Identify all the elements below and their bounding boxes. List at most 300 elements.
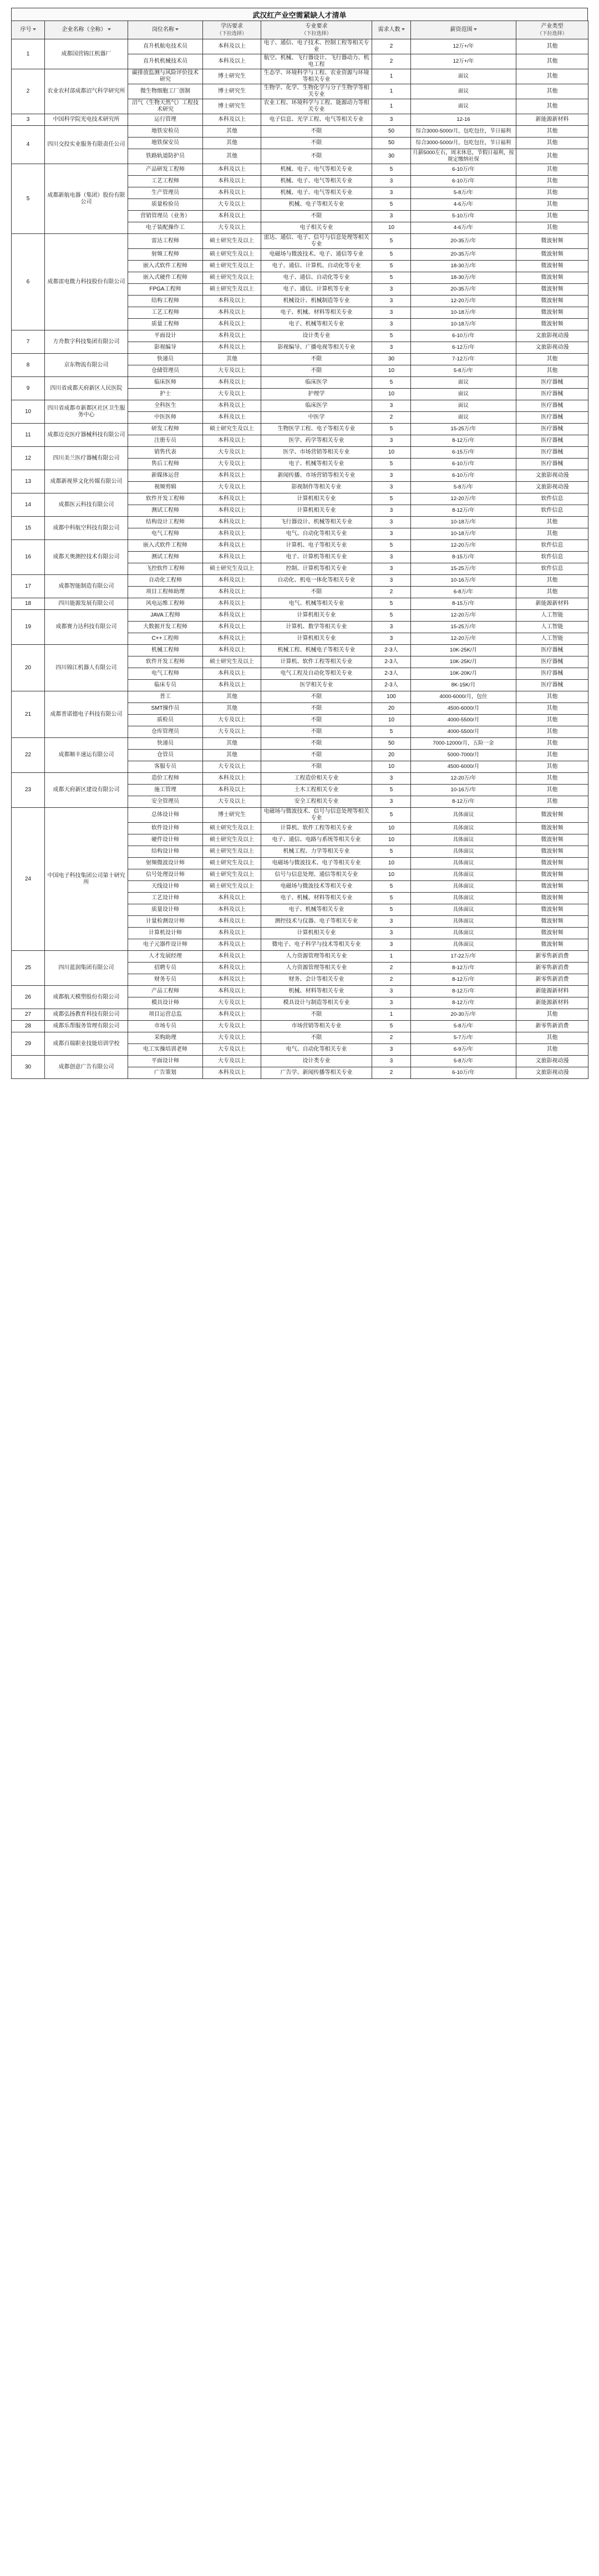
cell-position: 电子元器件设计师: [128, 939, 203, 951]
cell-count: 5: [372, 234, 411, 249]
cell-salary: 18-30万/年: [411, 261, 516, 272]
cell-count: 3: [372, 563, 411, 575]
cell-count: 5: [372, 846, 411, 858]
cell-salary: 具体面议: [411, 893, 516, 904]
cell-industry: 新零售新消费: [516, 974, 588, 986]
cell-seq: 28: [12, 1021, 45, 1032]
cell-industry: 医疗器械: [516, 645, 588, 656]
cell-count: 3: [372, 622, 411, 633]
cell-education: 其他: [203, 691, 261, 703]
cell-count: 5: [372, 272, 411, 284]
cell-education: 本科及以上: [203, 951, 261, 963]
cell-count: 3: [372, 505, 411, 517]
cell-education: 本科及以上: [203, 610, 261, 622]
cell-major: 医学、市场营销等相关专业: [261, 447, 372, 459]
cell-salary: 5-8万/年: [411, 1056, 516, 1067]
cell-position: 测试工程师: [128, 552, 203, 563]
cell-position: 电子装配操作工: [128, 222, 203, 234]
cell-education: 本科及以上: [203, 330, 261, 342]
cell-industry: 微波射频: [516, 272, 588, 284]
cell-education: 本科及以上: [203, 668, 261, 680]
cell-salary: 综合3000-5000/月，包吃包住，节日福利: [411, 126, 516, 138]
cell-count: 5: [372, 726, 411, 738]
header-count[interactable]: 需求人数: [372, 21, 411, 39]
cell-industry: 文旅影视动漫: [516, 342, 588, 354]
cell-salary: 8-12万/年: [411, 435, 516, 447]
cell-count: 2: [372, 39, 411, 54]
cell-position: 招聘专员: [128, 963, 203, 974]
cell-salary: 5000-7000/月: [411, 750, 516, 761]
cell-position: 产品研发工程师: [128, 164, 203, 176]
cell-count: 5: [372, 199, 411, 211]
table-row: [12, 598, 588, 610]
cell-major: 生态学、环境科学与工程、农业资源与环境等相关专业: [261, 69, 372, 84]
cell-salary: 具体面议: [411, 916, 516, 928]
filter-arrow-icon[interactable]: [33, 28, 36, 30]
cell-major: 不限: [261, 149, 372, 164]
cell-salary: 具体面议: [411, 858, 516, 869]
cell-position: 新媒体运营: [128, 470, 203, 482]
cell-position: 电工实操培训老师: [128, 1044, 203, 1056]
cell-industry: 文旅影视动漫: [516, 482, 588, 493]
cell-industry: 其他: [516, 99, 588, 114]
cell-company: 成都中科航空科技有限公司: [45, 517, 128, 540]
cell-salary: 具体面议: [411, 869, 516, 881]
cell-company: 方舟数字科技集团有限公司: [45, 330, 128, 354]
cell-seq: 9: [12, 377, 45, 400]
cell-position: 地铁安检员: [128, 126, 203, 138]
cell-major: 电气、自动化等相关专业: [261, 528, 372, 540]
cell-major: 不限: [261, 354, 372, 365]
cell-education: 本科及以上: [203, 470, 261, 482]
cell-industry: 人工智能: [516, 633, 588, 645]
cell-education: 本科及以上: [203, 505, 261, 517]
cell-seq: 12: [12, 447, 45, 470]
cell-industry: 新零售新消费: [516, 963, 588, 974]
cell-education: 本科及以上: [203, 916, 261, 928]
table-row: [12, 424, 588, 435]
cell-education: 本科及以上: [203, 176, 261, 187]
table-header: [12, 21, 588, 39]
cell-education: 大专及以上: [203, 1056, 261, 1067]
cell-major: 电气工程及自动化等相关专业: [261, 668, 372, 680]
table-row: [12, 951, 588, 963]
cell-industry: 微波射频: [516, 869, 588, 881]
cell-industry: 医疗器械: [516, 459, 588, 470]
cell-major: 电磁场与微波技术、电子等相关专业: [261, 858, 372, 869]
cell-industry: 其他: [516, 39, 588, 54]
cell-industry: 文旅影视动漫: [516, 1067, 588, 1079]
cell-count: 3: [372, 916, 411, 928]
cell-count: 3: [372, 187, 411, 199]
header-education[interactable]: 学历要求 （下拉选择）: [203, 21, 261, 39]
cell-industry: 其他: [516, 785, 588, 796]
cell-count: 3: [372, 176, 411, 187]
cell-count: 3: [372, 211, 411, 222]
cell-position: C++工程师: [128, 633, 203, 645]
cell-position: 广告策划: [128, 1067, 203, 1079]
filter-arrow-icon[interactable]: [175, 28, 179, 30]
cell-company: 成都弘扬教育科技有限公司: [45, 1009, 128, 1021]
cell-industry: 医疗器械: [516, 656, 588, 668]
cell-seq: 2: [12, 69, 45, 114]
cell-count: 3: [372, 400, 411, 412]
cell-position: 销售代表: [128, 447, 203, 459]
cell-industry: 微波射频: [516, 893, 588, 904]
cell-position: 嵌入式硬件工程师: [128, 272, 203, 284]
cell-position: 质量检验员: [128, 199, 203, 211]
cell-seq: 8: [12, 354, 45, 377]
cell-company: 成都新航电器（集团）股份有限公司: [45, 164, 128, 234]
cell-position: 视频剪辑: [128, 482, 203, 493]
cell-education: 本科及以上: [203, 493, 261, 505]
filter-arrow-icon[interactable]: [474, 28, 477, 30]
cell-industry: 其他: [516, 222, 588, 234]
cell-salary: 面议: [411, 377, 516, 389]
cell-seq: 26: [12, 986, 45, 1009]
cell-major: 不限: [261, 726, 372, 738]
cell-major: 人力资源管理等相关专业: [261, 963, 372, 974]
cell-count: 1: [372, 69, 411, 84]
cell-position: 项目工程师助理: [128, 587, 203, 598]
cell-count: 5: [372, 610, 411, 622]
cell-education: 本科及以上: [203, 773, 261, 785]
cell-salary: 具体面议: [411, 823, 516, 834]
cell-industry: 人工智能: [516, 610, 588, 622]
cell-major: 计算机相关专业: [261, 928, 372, 939]
cell-salary: 15-25万/年: [411, 622, 516, 633]
cell-salary: 4500-6000/月: [411, 703, 516, 715]
cell-industry: 医疗器械: [516, 424, 588, 435]
cell-education: 大专及以上: [203, 365, 261, 377]
cell-industry: 其他: [516, 796, 588, 808]
cell-education: 本科及以上: [203, 893, 261, 904]
cell-salary: 4000-6000/月，包住: [411, 691, 516, 703]
header-salary[interactable]: 薪资范围: [411, 21, 516, 39]
header-position[interactable]: 岗位名称: [128, 21, 203, 39]
table-row: [12, 493, 588, 505]
cell-count: 30: [372, 149, 411, 164]
cell-count: 5: [372, 881, 411, 893]
cell-education: 本科及以上: [203, 54, 261, 69]
cell-count: 5: [372, 493, 411, 505]
cell-position: 机械工程师: [128, 645, 203, 656]
cell-seq: 3: [12, 114, 45, 126]
cell-major: 飞行器设计、机械等相关专业: [261, 517, 372, 528]
cell-position: 直升机机械技术员: [128, 54, 203, 69]
cell-count: 3: [372, 435, 411, 447]
cell-major: 不限: [261, 738, 372, 750]
cell-position: 模具设计师: [128, 997, 203, 1009]
cell-education: 本科及以上: [203, 342, 261, 354]
cell-industry: 其他: [516, 126, 588, 138]
cell-major: 机械、材料等相关专业: [261, 986, 372, 997]
cell-industry: 其他: [516, 84, 588, 99]
cell-education: 其他: [203, 138, 261, 149]
cell-company: 成都乐帮服务管理有限公司: [45, 1021, 128, 1032]
cell-company: 成都航天模塑股份有限公司: [45, 986, 128, 1009]
cell-position: 安全管理员: [128, 796, 203, 808]
cell-industry: 其他: [516, 138, 588, 149]
cell-industry: 医疗器械: [516, 680, 588, 691]
cell-company: 成都赛力达科技有限公司: [45, 610, 128, 645]
cell-company: 成都顺丰速运有限公司: [45, 738, 128, 773]
cell-position: 财务专员: [128, 974, 203, 986]
cell-industry: 医疗器械: [516, 400, 588, 412]
cell-education: 本科及以上: [203, 307, 261, 319]
filter-arrow-icon[interactable]: [108, 28, 111, 30]
cell-major: 机械设计、机械制造等专业: [261, 296, 372, 307]
cell-industry: 医疗器械: [516, 435, 588, 447]
cell-major: 设计类专业: [261, 1056, 372, 1067]
cell-seq: 10: [12, 400, 45, 424]
cell-industry: 其他: [516, 528, 588, 540]
cell-major: 人力资源管理等相关专业: [261, 951, 372, 963]
cell-count: 2: [372, 1067, 411, 1079]
cell-salary: 7000-12000/月，五险一金: [411, 738, 516, 750]
cell-salary: 4500-6000/月: [411, 761, 516, 773]
cell-industry: 其他: [516, 773, 588, 785]
cell-major: 机械工程、机械电子等相关专业: [261, 645, 372, 656]
cell-education: 本科及以上: [203, 528, 261, 540]
table-row: [12, 1056, 588, 1067]
cell-major: 不限: [261, 587, 372, 598]
table-row: [12, 610, 588, 622]
cell-position: 硬件设计师: [128, 834, 203, 846]
cell-education: 本科及以上: [203, 412, 261, 424]
cell-count: 3: [372, 342, 411, 354]
cell-major: 电子、通信、电路与系统等相关专业: [261, 834, 372, 846]
cell-industry: 其他: [516, 738, 588, 750]
cell-salary: 20-35万/年: [411, 234, 516, 249]
cell-major: 电磁场与微波技术、信号与信息处理等相关专业: [261, 808, 372, 823]
cell-seq: 15: [12, 517, 45, 540]
cell-count: 3: [372, 470, 411, 482]
cell-major: 新闻传播、市场营销等相关专业: [261, 470, 372, 482]
cell-salary: 具体面议: [411, 846, 516, 858]
cell-industry: 其他: [516, 1009, 588, 1021]
cell-major: 不限: [261, 126, 372, 138]
cell-seq: 13: [12, 470, 45, 493]
cell-count: 3: [372, 928, 411, 939]
cell-salary: 综合3000-5000/月，包吃包住，节日福利: [411, 138, 516, 149]
cell-company: 成都智能制造有限公司: [45, 575, 128, 598]
cell-position: 测试工程师: [128, 505, 203, 517]
cell-major: 不限: [261, 761, 372, 773]
cell-industry: 其他: [516, 517, 588, 528]
cell-education: 硕士研究生及以上: [203, 881, 261, 893]
cell-position: 结构工程师: [128, 296, 203, 307]
cell-education: 大专及以上: [203, 1032, 261, 1044]
cell-salary: 12-20万/年: [411, 633, 516, 645]
cell-major: 电子信息、光学工程、电气等相关专业: [261, 114, 372, 126]
cell-count: 3: [372, 796, 411, 808]
cell-industry: 微波射频: [516, 307, 588, 319]
cell-industry: 其他: [516, 211, 588, 222]
cell-position: 客服专员: [128, 761, 203, 773]
cell-salary: 12-16: [411, 114, 516, 126]
cell-salary: 10-18万/年: [411, 319, 516, 330]
cell-position: 人才发展经理: [128, 951, 203, 963]
cell-education: 本科及以上: [203, 939, 261, 951]
cell-major: 不限: [261, 703, 372, 715]
cell-industry: 软件信息: [516, 493, 588, 505]
cell-industry: 其他: [516, 354, 588, 365]
cell-industry: 文旅影视动漫: [516, 470, 588, 482]
cell-education: 本科及以上: [203, 164, 261, 176]
cell-industry: 医疗器械: [516, 412, 588, 424]
cell-salary: 12-20万/年: [411, 296, 516, 307]
cell-position: JAVA工程师: [128, 610, 203, 622]
cell-count: 2: [372, 54, 411, 69]
header-major[interactable]: 专业要求 （下拉选择）: [261, 21, 372, 39]
cell-major: 电子、机械、材料等相关专业: [261, 307, 372, 319]
cell-count: 5: [372, 785, 411, 796]
cell-count: 2: [372, 587, 411, 598]
cell-education: 本科及以上: [203, 680, 261, 691]
table-row: [12, 738, 588, 750]
cell-major: 控制、计算机等相关专业: [261, 563, 372, 575]
cell-salary: 18-30万/年: [411, 272, 516, 284]
cell-seq: 17: [12, 575, 45, 598]
table-row: [12, 808, 588, 823]
cell-position: 平面设计: [128, 330, 203, 342]
cell-major: 中医学: [261, 412, 372, 424]
table-row: [12, 354, 588, 365]
cell-major: 影视编导、广播电视等相关专业: [261, 342, 372, 354]
cell-salary: 5-7万/年: [411, 1032, 516, 1044]
cell-major: 机械、电子、电气等相关专业: [261, 164, 372, 176]
cell-position: 全科医生: [128, 400, 203, 412]
cell-major: 电子、机械等相关专业: [261, 904, 372, 916]
cell-industry: 医疗器械: [516, 668, 588, 680]
cell-position: 地铁保安员: [128, 138, 203, 149]
cell-position: 电气工程师: [128, 528, 203, 540]
cell-seq: 6: [12, 234, 45, 330]
cell-position: 中医医师: [128, 412, 203, 424]
filter-arrow-icon[interactable]: [402, 28, 405, 30]
cell-salary: 10K-20K/月: [411, 668, 516, 680]
cell-seq: 1: [12, 39, 45, 69]
cell-seq: 21: [12, 691, 45, 738]
cell-salary: 8-12万/年: [411, 796, 516, 808]
cell-position: 雷达工程师: [128, 234, 203, 249]
cell-education: 大专及以上: [203, 997, 261, 1009]
table-row: [12, 575, 588, 587]
cell-position: 快递员: [128, 738, 203, 750]
table-row: [12, 517, 588, 528]
cell-count: 5: [372, 164, 411, 176]
cell-major: 电磁场与微波技术等相关专业: [261, 881, 372, 893]
cell-position: 仓库管理员: [128, 726, 203, 738]
cell-industry: 其他: [516, 54, 588, 69]
cell-salary: 面议: [411, 69, 516, 84]
cell-position: 平面设计师: [128, 1056, 203, 1067]
cell-major: 电气、自动化等相关专业: [261, 1044, 372, 1056]
cell-count: 3: [372, 528, 411, 540]
header-company[interactable]: 企业名称（全称）: [45, 21, 128, 39]
cell-education: 硕士研究生及以上: [203, 858, 261, 869]
cell-major: 电子相关专业: [261, 222, 372, 234]
cell-major: 医学相关专业: [261, 680, 372, 691]
cell-position: 飞控软件工程师: [128, 563, 203, 575]
cell-seq: 18: [12, 598, 45, 610]
table-row: [12, 234, 588, 249]
cell-education: 本科及以上: [203, 587, 261, 598]
cell-count: 5: [372, 893, 411, 904]
cell-position: 工艺工程师: [128, 176, 203, 187]
table-row: [12, 39, 588, 54]
cell-major: 不限: [261, 138, 372, 149]
cell-industry: 文旅影视动漫: [516, 330, 588, 342]
cell-education: 本科及以上: [203, 114, 261, 126]
cell-salary: 10-18万/年: [411, 528, 516, 540]
cell-education: 本科及以上: [203, 211, 261, 222]
cell-count: 3: [372, 1044, 411, 1056]
cell-salary: 6-10万/年: [411, 470, 516, 482]
cell-count: 5: [372, 330, 411, 342]
cell-count: 5: [372, 540, 411, 552]
cell-industry: 新能源新材料: [516, 986, 588, 997]
cell-major: 生物学、化学、生物化学与分子生物学等相关专业: [261, 84, 372, 99]
cell-major: 不限: [261, 1032, 372, 1044]
cell-major: 财务、会计等相关专业: [261, 974, 372, 986]
cell-company: 四川交投实业服务有限责任公司: [45, 126, 128, 164]
cell-count: 5: [372, 261, 411, 272]
cell-industry: 其他: [516, 1044, 588, 1056]
cell-major: 电子、机械等相关专业: [261, 459, 372, 470]
cell-education: 其他: [203, 149, 261, 164]
cell-major: 电子、机械等相关专业: [261, 319, 372, 330]
cell-count: 2: [372, 412, 411, 424]
cell-major: 不限: [261, 715, 372, 726]
cell-count: 10: [372, 869, 411, 881]
cell-industry: 其他: [516, 176, 588, 187]
cell-industry: 其他: [516, 164, 588, 176]
cell-salary: 具体面议: [411, 808, 516, 823]
cell-salary: 6-10万/年: [411, 176, 516, 187]
cell-seq: 4: [12, 126, 45, 164]
cell-company: 成都迈克医疗器械科技有限公司: [45, 424, 128, 447]
cell-education: 本科及以上: [203, 1009, 261, 1021]
cell-count: 1: [372, 1009, 411, 1021]
header-industry[interactable]: 产业类型 （下拉选择）: [516, 21, 588, 39]
cell-position: 铁路轨道防护员: [128, 149, 203, 164]
cell-count: 10: [372, 761, 411, 773]
cell-education: 博士研究生: [203, 808, 261, 823]
cell-industry: 新零售新消费: [516, 951, 588, 963]
cell-position: 软件开发工程师: [128, 493, 203, 505]
cell-company: 四川能源发展有限公司: [45, 598, 128, 610]
cell-position: 嵌入式软件工程师: [128, 261, 203, 272]
cell-count: 10: [372, 447, 411, 459]
header-seq[interactable]: 序号: [12, 21, 45, 39]
cell-position: 风电运维工程师: [128, 598, 203, 610]
cell-major: 计算机、电子等相关专业: [261, 540, 372, 552]
cell-salary: 12-20万/年: [411, 773, 516, 785]
cell-education: 本科及以上: [203, 377, 261, 389]
cell-industry: 其他: [516, 761, 588, 773]
cell-position: 临床专员: [128, 680, 203, 691]
cell-count: 2-3人: [372, 668, 411, 680]
cell-salary: 12-20万/年: [411, 493, 516, 505]
cell-count: 2: [372, 1032, 411, 1044]
cell-industry: 新能源新材料: [516, 598, 588, 610]
cell-salary: 6-10万/年: [411, 164, 516, 176]
cell-salary: 8-15万/年: [411, 598, 516, 610]
cell-count: 5: [372, 598, 411, 610]
cell-major: 计算机、软件工程等相关专业: [261, 656, 372, 668]
